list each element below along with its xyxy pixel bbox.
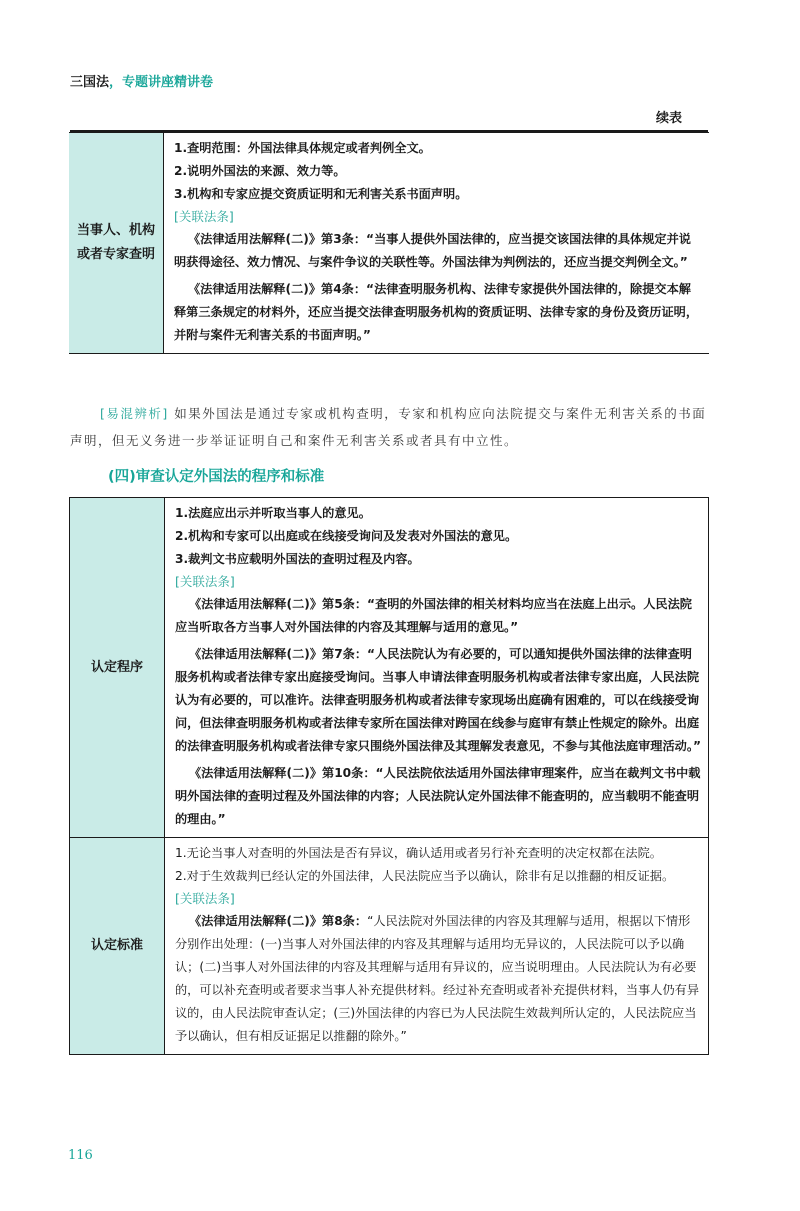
row-content [164,133,710,354]
list-item: 3.机构和专家应提交资质证明和无利害关系书面声明。 [174,187,468,201]
note-tag: [易混辨析] [100,406,169,421]
list-item: 1.查明范围：外国法律具体规定或者判例全文。 [174,141,431,155]
list-item: 1.无论当事人对查明的外国法是否有异议，确认适用或者另行补充查明的决定权都在法院。 [175,846,662,860]
row-label: 当事人、机构或者专家查明 [69,133,164,354]
table-row [70,498,709,838]
law-article: 《法律适用法解释(二)》第3条：“当事人提供外国法律的，应当提交该国法律的具体规定并说明获得途径、效力情况、与案件争议的关联性等。外国法律为判例法的，还应当提交判例全文。” [174,232,691,269]
law-article: 《法律适用法解释(二)》第5条：“查明的外国法律的相关材料均应当在法庭上出示。人民法院应当听取各方当事人对外国法律的内容及其理解与适用的意见。” [175,597,692,634]
row-content [165,498,709,838]
law-article: 《法律适用法解释(二)》第10条：“人民法院依法适用外国法律审理案件，应当在裁判文书中载明外国法律的查明过程及外国法律的内容；人民法院认定外国法律不能查明的，应当载明不能查明的理由。” [175,766,701,826]
book-subtitle: 专题讲座精讲卷 [122,75,214,90]
related-law-tag: [关联法条] [175,891,235,906]
table-continued-label: 续表 [655,111,682,126]
list-item: 2.说明外国法的来源、效力等。 [174,164,346,178]
list-item: 1.法庭应出示并听取当事人的意见。 [175,506,371,520]
book-series: 三国法 [70,75,110,90]
law-article: 《法律适用法解释(二)》第7条：“人民法院认为有必要的，可以通知提供外国法律的法律查明服务机构或者法律专家出庭接受询问。当事人申请法律查明服务机构或者法律专家出庭，人民法院认为有必要的，可以准许。法律查明服务机构或者法律专家现场出庭确有困难的，可以在线接受询问，但法律查明服务机构或者法律专家所在国法律对跨国在线参与庭审有禁止性规定的除外。出庭的法律查明服务机构或者法律专家只围绕外国法律及其理解发表意见，不参与其他法庭审理活动。” [175,647,701,753]
page-number: 116 [68,1148,93,1163]
note-text: 如果外国法是通过专家或机构查明，专家和机构应向法院提交与案件无利害关系的书面声明，但无义务进一步举证证明自己和案件无利害关系或者具有中立性。 [70,406,707,448]
related-law-tag: [关联法条] [175,574,235,589]
table-fact-finding-continued [69,132,709,354]
section-heading: (四)审查认定外国法的程序和标准 [108,469,325,485]
table-row [69,133,709,354]
related-law-tag: [关联法条] [174,209,234,224]
running-header [70,71,213,90]
confusion-note [70,400,710,454]
law-article [175,910,702,1048]
law-article-body: “人民法院对外国法律的内容及其理解与适用，根据以下情形分别作出处理：(一)当事人对外国法律的内容及其理解与适用均无异议的，人民法院可以予以确认；(二)当事人对外国法律的内容及其理解与适用有异议的，应当说明理由。人民法院认为有必要的，可以补充查明或者要求当事人补充提供材料。经过补充查明或者补充提供材料，当事人仍有异议的，由人民法院审查认定；(三)外国法律的内容已为人民法院生效裁判所认定的，人民法院应当予以确认，但有相反证据足以推翻的除外。” [175,914,700,1043]
law-article: 《法律适用法解释(二)》第4条：“法律查明服务机构、法律专家提供外国法律的，除提交本解释第三条规定的材料外，还应当提交法律查明服务机构的资质证明、法律专家的身份及资历证明，并附与案件无利害关系的书面声明。” [174,282,699,342]
list-item: 2.对于生效裁判已经认定的外国法律，人民法院应当予以确认，除非有足以推翻的相反证据。 [175,869,675,883]
header-separator: ， [109,75,123,90]
list-item: 3.裁判文书应载明外国法的查明过程及内容。 [175,552,420,566]
table-row [70,838,709,1055]
row-label: 认定程序 [70,498,165,838]
row-content [165,838,709,1055]
table-review-procedure [69,497,709,1055]
row-label: 认定标准 [70,838,165,1055]
law-article-title: 《法律适用法解释(二)》第8条： [189,914,368,928]
list-item: 2.机构和专家可以出庭或在线接受询问及发表对外国法的意见。 [175,529,518,543]
